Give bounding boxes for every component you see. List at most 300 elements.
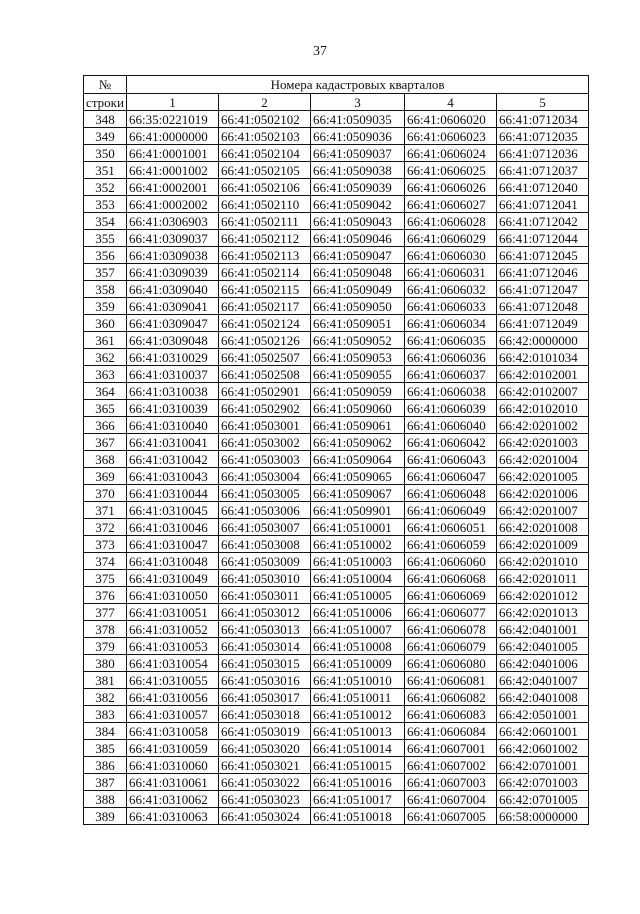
cadastral-number-cell: 66:42:0201012 (497, 587, 589, 604)
cadastral-number-cell: 66:41:0606042 (405, 434, 497, 451)
table-row (84, 621, 589, 638)
cadastral-number-cell: 66:41:0502901 (219, 383, 311, 400)
cadastral-number-cell: 66:41:0509052 (311, 332, 405, 349)
cadastral-number-cell: 66:41:0510015 (311, 757, 405, 774)
cadastral-number-cell: 66:41:0310055 (127, 672, 219, 689)
cadastral-number-cell: 66:41:0310050 (127, 587, 219, 604)
cadastral-number-cell: 66:41:0510009 (311, 655, 405, 672)
cadastral-number-cell: 66:41:0606030 (405, 247, 497, 264)
table-row (84, 604, 589, 621)
cadastral-number-cell: 66:41:0503010 (219, 570, 311, 587)
table-row (84, 536, 589, 553)
table-row (84, 553, 589, 570)
cadastral-number-cell: 66:42:0201002 (497, 417, 589, 434)
cadastral-number-cell: 66:41:0310058 (127, 723, 219, 740)
cadastral-number-cell: 66:41:0310063 (127, 808, 219, 825)
cadastral-number-cell: 66:41:0310059 (127, 740, 219, 757)
cadastral-number-cell: 66:42:0201010 (497, 553, 589, 570)
cadastral-number-cell: 66:41:0607003 (405, 774, 497, 791)
cadastral-number-cell: 66:42:0601002 (497, 740, 589, 757)
cadastral-number-cell: 66:42:0601001 (497, 723, 589, 740)
cadastral-number-cell: 66:41:0510005 (311, 587, 405, 604)
cadastral-number-cell: 66:42:0201011 (497, 570, 589, 587)
cadastral-number-cell: 66:41:0606048 (405, 485, 497, 502)
table-row (84, 638, 589, 655)
table-row (84, 145, 589, 162)
cadastral-number-cell: 66:41:0712036 (497, 145, 589, 162)
cadastral-number-cell: 66:41:0712048 (497, 298, 589, 315)
table-row (84, 485, 589, 502)
cadastral-number-cell: 66:41:0310039 (127, 400, 219, 417)
cadastral-number-cell: 66:41:0712045 (497, 247, 589, 264)
cadastral-number-cell: 66:41:0510003 (311, 553, 405, 570)
cadastral-number-cell: 66:41:0606068 (405, 570, 497, 587)
table-row (84, 808, 589, 825)
cadastral-number-cell: 66:41:0503017 (219, 689, 311, 706)
table-row (84, 111, 589, 128)
column-header: 1 (127, 94, 219, 111)
table-row (84, 247, 589, 264)
cadastral-number-cell: 66:41:0509046 (311, 230, 405, 247)
cadastral-number-cell: 66:41:0502507 (219, 349, 311, 366)
cadastral-number-cell: 66:41:0606043 (405, 451, 497, 468)
cadastral-number-cell: 66:42:0401008 (497, 689, 589, 706)
cadastral-number-cell: 66:41:0606026 (405, 179, 497, 196)
cadastral-number-cell: 66:41:0509037 (311, 145, 405, 162)
cadastral-number-cell: 66:41:0606020 (405, 111, 497, 128)
table-row (84, 468, 589, 485)
cadastral-number-cell: 66:41:0503007 (219, 519, 311, 536)
cadastral-number-cell: 66:41:0310054 (127, 655, 219, 672)
cadastral-number-cell: 66:41:0310051 (127, 604, 219, 621)
cadastral-number-cell: 66:41:0510001 (311, 519, 405, 536)
row-number-cell: 378 (84, 621, 127, 638)
row-number-cell: 371 (84, 502, 127, 519)
row-number-cell: 379 (84, 638, 127, 655)
cadastral-number-cell: 66:41:0712044 (497, 230, 589, 247)
cadastral-number-cell: 66:41:0606031 (405, 264, 497, 281)
cadastral-number-cell: 66:42:0401007 (497, 672, 589, 689)
cadastral-number-cell: 66:41:0606028 (405, 213, 497, 230)
table-row (84, 383, 589, 400)
row-number-cell: 373 (84, 536, 127, 553)
cadastral-number-cell: 66:41:0503023 (219, 791, 311, 808)
row-number-cell: 380 (84, 655, 127, 672)
cadastral-number-cell: 66:41:0510002 (311, 536, 405, 553)
row-number-cell: 383 (84, 706, 127, 723)
cadastral-number-cell: 66:41:0503013 (219, 621, 311, 638)
cadastral-number-cell: 66:41:0509038 (311, 162, 405, 179)
cadastral-number-cell: 66:41:0310048 (127, 553, 219, 570)
row-number-cell: 356 (84, 247, 127, 264)
cadastral-number-cell: 66:41:0503014 (219, 638, 311, 655)
cadastral-number-cell: 66:42:0501001 (497, 706, 589, 723)
row-number-cell: 358 (84, 281, 127, 298)
cadastral-number-cell: 66:41:0606025 (405, 162, 497, 179)
cadastral-number-cell: 66:41:0503011 (219, 587, 311, 604)
cadastral-number-cell: 66:41:0712047 (497, 281, 589, 298)
cadastral-number-cell: 66:41:0503002 (219, 434, 311, 451)
cadastral-number-cell: 66:41:0502126 (219, 332, 311, 349)
page-number: 37 (313, 44, 327, 59)
cadastral-number-cell: 66:41:0509050 (311, 298, 405, 315)
table-title: Номера кадастровых кварталов (127, 76, 589, 94)
cadastral-number-cell: 66:41:0606069 (405, 587, 497, 604)
cadastral-number-cell: 66:41:0503022 (219, 774, 311, 791)
cadastral-number-cell: 66:41:0310060 (127, 757, 219, 774)
cadastral-number-cell: 66:41:0606079 (405, 638, 497, 655)
cadastral-number-cell: 66:41:0606081 (405, 672, 497, 689)
cadastral-number-cell: 66:41:0002002 (127, 196, 219, 213)
cadastral-number-cell: 66:41:0607005 (405, 808, 497, 825)
table-row (84, 366, 589, 383)
cadastral-number-cell: 66:41:0509051 (311, 315, 405, 332)
cadastral-number-cell: 66:41:0606023 (405, 128, 497, 145)
cadastral-number-cell: 66:41:0310044 (127, 485, 219, 502)
cadastral-number-cell: 66:41:0606032 (405, 281, 497, 298)
cadastral-number-cell: 66:41:0606040 (405, 417, 497, 434)
cadastral-number-cell: 66:41:0310052 (127, 621, 219, 638)
cadastral-number-cell: 66:41:0509064 (311, 451, 405, 468)
table-row (84, 502, 589, 519)
cadastral-number-cell: 66:41:0606077 (405, 604, 497, 621)
table-row (84, 757, 589, 774)
cadastral-number-cell: 66:42:0201007 (497, 502, 589, 519)
cadastral-number-cell: 66:41:0310045 (127, 502, 219, 519)
table-row (84, 281, 589, 298)
row-number-cell: 374 (84, 553, 127, 570)
cadastral-number-cell: 66:41:0309047 (127, 315, 219, 332)
row-number-cell: 353 (84, 196, 127, 213)
cadastral-number-cell: 66:41:0310062 (127, 791, 219, 808)
table-row (84, 570, 589, 587)
cadastral-number-cell: 66:41:0712049 (497, 315, 589, 332)
cadastral-number-cell: 66:41:0606080 (405, 655, 497, 672)
row-number-cell: 354 (84, 213, 127, 230)
cadastral-number-cell: 66:41:0606024 (405, 145, 497, 162)
table-row (84, 230, 589, 247)
cadastral-number-cell: 66:41:0509043 (311, 213, 405, 230)
cadastral-number-cell: 66:41:0503003 (219, 451, 311, 468)
table-row (84, 451, 589, 468)
cadastral-number-cell: 66:42:0201004 (497, 451, 589, 468)
row-number-cell: 362 (84, 349, 127, 366)
row-number-cell: 355 (84, 230, 127, 247)
row-number-cell: 384 (84, 723, 127, 740)
cadastral-number-cell: 66:41:0310029 (127, 349, 219, 366)
cadastral-number-cell: 66:42:0102010 (497, 400, 589, 417)
cadastral-number-cell: 66:41:0606038 (405, 383, 497, 400)
cadastral-number-cell: 66:41:0503004 (219, 468, 311, 485)
cadastral-number-cell: 66:41:0502902 (219, 400, 311, 417)
table-row (84, 791, 589, 808)
row-number-cell: 360 (84, 315, 127, 332)
cadastral-number-cell: 66:41:0606049 (405, 502, 497, 519)
row-number-cell: 357 (84, 264, 127, 281)
table-row (84, 298, 589, 315)
cadastral-number-cell: 66:42:0201008 (497, 519, 589, 536)
cadastral-number-cell: 66:42:0401005 (497, 638, 589, 655)
table-row (84, 519, 589, 536)
cadastral-number-cell: 66:41:0503016 (219, 672, 311, 689)
cadastral-number-cell: 66:58:0000000 (497, 808, 589, 825)
cadastral-number-cell: 66:41:0510017 (311, 791, 405, 808)
cadastral-number-cell: 66:41:0509055 (311, 366, 405, 383)
table-row (84, 723, 589, 740)
cadastral-number-cell: 66:41:0310061 (127, 774, 219, 791)
cadastral-number-cell: 66:41:0606039 (405, 400, 497, 417)
row-number-cell: 359 (84, 298, 127, 315)
cadastral-number-cell: 66:41:0606034 (405, 315, 497, 332)
row-number-header: строки (84, 94, 127, 111)
row-number-cell: 388 (84, 791, 127, 808)
cadastral-number-cell: 66:41:0510018 (311, 808, 405, 825)
cadastral-number-cell: 66:41:0607004 (405, 791, 497, 808)
row-number-cell: 381 (84, 672, 127, 689)
cadastral-number-cell: 66:41:0509042 (311, 196, 405, 213)
cadastral-number-cell: 66:41:0502115 (219, 281, 311, 298)
cadastral-number-cell: 66:41:0503005 (219, 485, 311, 502)
table-row (84, 434, 589, 451)
cadastral-number-cell: 66:41:0503019 (219, 723, 311, 740)
cadastral-number-cell: 66:41:0509036 (311, 128, 405, 145)
cadastral-number-cell: 66:41:0310049 (127, 570, 219, 587)
table-row (84, 655, 589, 672)
cadastral-number-cell: 66:41:0509053 (311, 349, 405, 366)
cadastral-number-cell: 66:41:0606060 (405, 553, 497, 570)
cadastral-number-cell: 66:41:0606084 (405, 723, 497, 740)
cadastral-number-cell: 66:41:0309039 (127, 264, 219, 281)
row-number-cell: 351 (84, 162, 127, 179)
table-row (84, 740, 589, 757)
cadastral-number-cell: 66:41:0503018 (219, 706, 311, 723)
cadastral-number-cell: 66:41:0310057 (127, 706, 219, 723)
cadastral-number-cell: 66:42:0102007 (497, 383, 589, 400)
column-header: 2 (219, 94, 311, 111)
cadastral-number-cell: 66:41:0712041 (497, 196, 589, 213)
cadastral-number-cell: 66:41:0002001 (127, 179, 219, 196)
cadastral-number-cell: 66:41:0502124 (219, 315, 311, 332)
cadastral-number-cell: 66:41:0606037 (405, 366, 497, 383)
cadastral-number-cell: 66:41:0310042 (127, 451, 219, 468)
cadastral-number-cell: 66:41:0503024 (219, 808, 311, 825)
cadastral-number-cell: 66:41:0606029 (405, 230, 497, 247)
cadastral-number-cell: 66:41:0510008 (311, 638, 405, 655)
cadastral-number-cell: 66:41:0606078 (405, 621, 497, 638)
table-body (84, 111, 589, 825)
cadastral-number-cell: 66:41:0502508 (219, 366, 311, 383)
table-row (84, 672, 589, 689)
cadastral-number-cell: 66:41:0510013 (311, 723, 405, 740)
row-number-cell: 389 (84, 808, 127, 825)
cadastral-number-cell: 66:41:0606059 (405, 536, 497, 553)
cadastral-number-cell: 66:41:0000000 (127, 128, 219, 145)
cadastral-number-cell: 66:41:0509065 (311, 468, 405, 485)
table-row (84, 349, 589, 366)
row-number-cell: 348 (84, 111, 127, 128)
row-number-cell: 369 (84, 468, 127, 485)
cadastral-number-cell: 66:41:0509060 (311, 400, 405, 417)
row-number-cell: 386 (84, 757, 127, 774)
cadastral-number-cell: 66:41:0503009 (219, 553, 311, 570)
cadastral-number-cell: 66:42:0201013 (497, 604, 589, 621)
table-row (84, 417, 589, 434)
cadastral-number-cell: 66:41:0510012 (311, 706, 405, 723)
cadastral-number-cell: 66:41:0502114 (219, 264, 311, 281)
table-row (84, 213, 589, 230)
cadastral-number-cell: 66:41:0510004 (311, 570, 405, 587)
cadastral-number-cell: 66:41:0712037 (497, 162, 589, 179)
cadastral-number-cell: 66:41:0310040 (127, 417, 219, 434)
cadastral-number-cell: 66:41:0503021 (219, 757, 311, 774)
cadastral-number-cell: 66:41:0509048 (311, 264, 405, 281)
cadastral-number-cell: 66:41:0606083 (405, 706, 497, 723)
cadastral-number-cell: 66:41:0306903 (127, 213, 219, 230)
cadastral-number-cell: 66:41:0502110 (219, 196, 311, 213)
cadastral-number-cell: 66:41:0310037 (127, 366, 219, 383)
cadastral-number-cell: 66:41:0510016 (311, 774, 405, 791)
cadastral-number-cell: 66:41:0310043 (127, 468, 219, 485)
cadastral-number-cell: 66:41:0502105 (219, 162, 311, 179)
table-row (84, 706, 589, 723)
cadastral-number-cell: 66:41:0606036 (405, 349, 497, 366)
cadastral-number-cell: 66:41:0712034 (497, 111, 589, 128)
row-number-cell: 368 (84, 451, 127, 468)
table-row (84, 689, 589, 706)
cadastral-number-cell: 66:41:0509049 (311, 281, 405, 298)
table-row (84, 179, 589, 196)
row-number-cell: 387 (84, 774, 127, 791)
cadastral-number-cell: 66:41:0606051 (405, 519, 497, 536)
cadastral-number-cell: 66:41:0502111 (219, 213, 311, 230)
cadastral-number-cell: 66:41:0503006 (219, 502, 311, 519)
cadastral-number-cell: 66:42:0701003 (497, 774, 589, 791)
cadastral-number-cell: 66:41:0607001 (405, 740, 497, 757)
row-number-cell: 372 (84, 519, 127, 536)
cadastral-number-cell: 66:41:0712035 (497, 128, 589, 145)
cadastral-number-cell: 66:41:0502117 (219, 298, 311, 315)
cadastral-number-cell: 66:41:0310041 (127, 434, 219, 451)
table-row (84, 162, 589, 179)
column-header: 5 (497, 94, 589, 111)
row-number-cell: 382 (84, 689, 127, 706)
cadastral-number-cell: 66:41:0712046 (497, 264, 589, 281)
cadastral-number-cell: 66:41:0310038 (127, 383, 219, 400)
cadastral-number-cell: 66:41:0510007 (311, 621, 405, 638)
cadastral-number-cell: 66:41:0310046 (127, 519, 219, 536)
cadastral-number-cell: 66:42:0201009 (497, 536, 589, 553)
cadastral-number-cell: 66:41:0503015 (219, 655, 311, 672)
row-number-cell: 385 (84, 740, 127, 757)
table-row (84, 332, 589, 349)
cadastral-number-cell: 66:42:0101034 (497, 349, 589, 366)
cadastral-number-cell: 66:41:0510011 (311, 689, 405, 706)
row-number-cell: 363 (84, 366, 127, 383)
row-number-cell: 376 (84, 587, 127, 604)
cadastral-number-cell: 66:41:0309040 (127, 281, 219, 298)
cadastral-number-cell: 66:41:0309038 (127, 247, 219, 264)
cadastral-number-cell: 66:35:0221019 (127, 111, 219, 128)
row-number-cell: 361 (84, 332, 127, 349)
cadastral-number-cell: 66:42:0000000 (497, 332, 589, 349)
row-number-cell: 370 (84, 485, 127, 502)
cadastral-number-cell: 66:41:0606035 (405, 332, 497, 349)
no-header: № (84, 76, 127, 94)
cadastral-number-cell: 66:41:0310053 (127, 638, 219, 655)
cadastral-number-cell: 66:41:0502104 (219, 145, 311, 162)
cadastral-number-cell: 66:41:0502112 (219, 230, 311, 247)
row-number-cell: 367 (84, 434, 127, 451)
cadastral-number-cell: 66:41:0510006 (311, 604, 405, 621)
cadastral-number-cell: 66:41:0509047 (311, 247, 405, 264)
row-number-cell: 349 (84, 128, 127, 145)
cadastral-number-cell: 66:42:0701005 (497, 791, 589, 808)
cadastral-number-cell: 66:41:0509901 (311, 502, 405, 519)
cadastral-number-cell: 66:41:0503001 (219, 417, 311, 434)
cadastral-number-cell: 66:42:0102001 (497, 366, 589, 383)
column-header: 3 (311, 94, 405, 111)
cadastral-number-cell: 66:41:0309037 (127, 230, 219, 247)
cadastral-number-cell: 66:41:0607002 (405, 757, 497, 774)
cadastral-number-cell: 66:42:0401006 (497, 655, 589, 672)
row-number-cell: 377 (84, 604, 127, 621)
row-number-cell: 364 (84, 383, 127, 400)
row-number-cell: 365 (84, 400, 127, 417)
table-row (84, 774, 589, 791)
cadastral-number-cell: 66:41:0509059 (311, 383, 405, 400)
cadastral-number-cell: 66:41:0503020 (219, 740, 311, 757)
cadastral-number-cell: 66:41:0509061 (311, 417, 405, 434)
column-header: 4 (405, 94, 497, 111)
cadastral-number-cell: 66:41:0310047 (127, 536, 219, 553)
cadastral-number-cell: 66:41:0509035 (311, 111, 405, 128)
cadastral-number-cell: 66:41:0509039 (311, 179, 405, 196)
cadastral-number-cell: 66:41:0502113 (219, 247, 311, 264)
cadastral-number-cell: 66:41:0503012 (219, 604, 311, 621)
cadastral-number-cell: 66:41:0001002 (127, 162, 219, 179)
table-row (84, 264, 589, 281)
cadastral-number-cell: 66:42:0701001 (497, 757, 589, 774)
cadastral-quarters-table (83, 75, 589, 825)
cadastral-number-cell: 66:41:0502103 (219, 128, 311, 145)
cadastral-number-cell: 66:41:0502102 (219, 111, 311, 128)
cadastral-number-cell: 66:41:0712040 (497, 179, 589, 196)
row-number-cell: 352 (84, 179, 127, 196)
table-row (84, 400, 589, 417)
cadastral-number-cell: 66:41:0606082 (405, 689, 497, 706)
cadastral-number-cell: 66:41:0509062 (311, 434, 405, 451)
cadastral-number-cell: 66:41:0503008 (219, 536, 311, 553)
cadastral-number-cell: 66:41:0510010 (311, 672, 405, 689)
cadastral-number-cell: 66:41:0510014 (311, 740, 405, 757)
cadastral-number-cell: 66:41:0606027 (405, 196, 497, 213)
cadastral-number-cell: 66:41:0310056 (127, 689, 219, 706)
cadastral-number-cell: 66:41:0712042 (497, 213, 589, 230)
cadastral-number-cell: 66:41:0309048 (127, 332, 219, 349)
cadastral-number-cell: 66:41:0001001 (127, 145, 219, 162)
cadastral-number-cell: 66:41:0606033 (405, 298, 497, 315)
row-number-cell: 350 (84, 145, 127, 162)
table-row (84, 315, 589, 332)
cadastral-number-cell: 66:41:0502106 (219, 179, 311, 196)
row-number-cell: 366 (84, 417, 127, 434)
cadastral-number-cell: 66:42:0201003 (497, 434, 589, 451)
cadastral-number-cell: 66:41:0509067 (311, 485, 405, 502)
row-number-cell: 375 (84, 570, 127, 587)
table-row (84, 128, 589, 145)
cadastral-number-cell: 66:42:0201006 (497, 485, 589, 502)
cadastral-number-cell: 66:42:0201005 (497, 468, 589, 485)
